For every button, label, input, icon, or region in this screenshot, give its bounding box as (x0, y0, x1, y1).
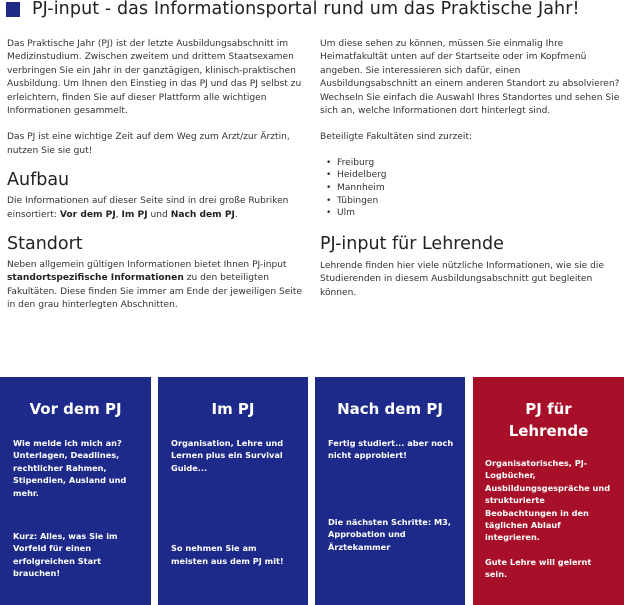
standort-bold: standortspezifische Informationen (7, 273, 184, 284)
card-text-1: Organisatorisches, PJ-Logbücher, Ausbildungsgespräche und strukturierte Beobachtungen in den täglichen Ablauf integrieren. (485, 458, 611, 543)
faculties-label: Beteiligte Fakultäten sind zurzeit: (320, 132, 473, 143)
page-title: PJ-input - das Informationsportal rund um das Praktische Jahr! (32, 0, 580, 19)
aufbau-text: Die Informationen auf dieser Seite sind in drei große Rubriken einsortiert: (7, 196, 289, 220)
card-vor-dem-pj[interactable] (0, 377, 151, 605)
aufbau-separator: , (115, 209, 119, 220)
card-text-2: Kurz: Alles, was Sie im Vorfeld für einen erfolgreichen Start brauchen! (13, 531, 118, 579)
faculty-item-heidelberg: • Heidelberg (326, 169, 620, 182)
card-title-line-1: PJ für (525, 400, 572, 418)
faculty-item-mannheim: • Mannheim (326, 182, 620, 195)
card-text-1: Organisation, Lehre und Lernen plus ein Survival Guide... (171, 438, 284, 473)
aufbau-and: und (150, 209, 168, 220)
right-column (320, 38, 620, 300)
card-nach-dem-pj[interactable] (315, 377, 465, 605)
standort-text-1: Neben allgemein gültigen Informationen bietet Ihnen PJ-input (7, 260, 287, 271)
lehrende-paragraph: Lehrende finden hier viele nützliche Informationen, wie sie die Studierenden in diesem Ausbildungsabschnitt gut begleiten können. (320, 260, 605, 298)
brand-square-icon (6, 2, 20, 17)
card-title: Vor dem PJ (29, 400, 122, 418)
card-text-2: Die nächsten Schritte: M3, Approbation und Ärztekammer (328, 516, 451, 552)
card-im-pj[interactable] (158, 377, 308, 605)
lehrende-heading: PJ-input für Lehrende (320, 233, 504, 254)
aufbau-rubric-nach: Nach dem PJ (170, 209, 235, 220)
standort-text-2: zu den beteiligten Fakultäten. Diese finden Sie immer am Ende der jeweiligen Seite in den grau hinterlegten Abschnitten. (7, 273, 303, 311)
aufbau-rubric-im: Im PJ (121, 209, 148, 220)
card-title-line-2: Lehrende (508, 422, 589, 440)
rubric-cards (0, 377, 624, 605)
faculty-item-freiburg: • Freiburg (326, 157, 620, 170)
card-text-2: Gute Lehre will gelernt sein. (485, 556, 592, 580)
aufbau-heading: Aufbau (7, 170, 70, 191)
faculty-list (326, 157, 620, 220)
card-text-2: So nehmen Sie am meisten aus dem PJ mit! (171, 543, 284, 566)
aufbau-end: . (234, 209, 238, 220)
card-pj-fuer-lehrende[interactable] (473, 377, 624, 605)
card-title: Im PJ (211, 400, 255, 418)
aufbau-paragraph (7, 195, 305, 222)
card-title: Nach dem PJ (337, 400, 443, 418)
page-header (0, 0, 624, 22)
standort-heading: Standort (7, 234, 83, 255)
location-paragraph: Um diese sehen zu können, müssen Sie einmalig Ihre Heimatfakultät unten auf der Startseite oder im Kopfmenü angeben. Sie interessieren sich dafür, einen Ausbildungsabschnitt an einem anderen Standort zu absolvieren? Wechseln Sie einfach die Auswahl Ihres Standortes und sehen Sie sich an, welche Informationen dort hinterlegt sind. (320, 39, 620, 117)
important-paragraph: Das PJ ist eine wichtige Zeit auf dem Weg zum Arzt/zur Ärztin, nutzen Sie sie gut! (7, 132, 290, 156)
faculty-item-ulm: • Ulm (326, 207, 620, 220)
standort-paragraph (7, 259, 305, 313)
card-text-1: Fertig studiert... aber noch nicht approbiert! (328, 438, 454, 461)
faculty-item-tuebingen: • Tübingen (326, 195, 620, 208)
card-text-1: Wie melde ich mich an? Unterlagen, Deadlines, rechtlicher Rahmen, Stipendien, Ausland und mehr. (13, 438, 127, 498)
intro-paragraph: Das Praktische Jahr (PJ) ist der letzte Ausbildungsabschnitt im Medizinstudium. Zwischen zweitem und drittem Staatsexamen verbringen Sie ein Jahr in der ganztägigen, klinisch-praktischen Ausbildung. Um Ihnen den Einstieg in das PJ und das PJ selbst zu erleichtern, finden Sie auf dieser Plattform alle wichtigen Informationen gesammelt. (7, 39, 302, 117)
left-column (7, 38, 305, 313)
aufbau-rubric-vor: Vor dem PJ (59, 209, 116, 220)
